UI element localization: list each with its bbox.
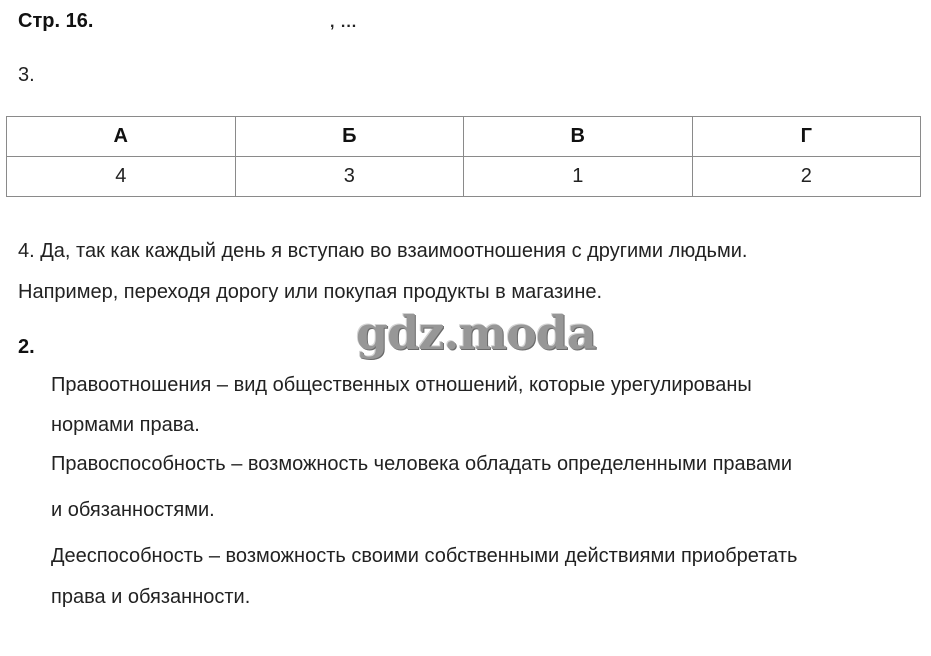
table-row	[7, 157, 921, 197]
definition-1-line-1: Правоотношения – вид общественных отношений, которые урегулированы	[51, 374, 752, 396]
definition-1-line-2: нормами права.	[51, 414, 200, 436]
table-cell: 2	[692, 157, 921, 197]
table-header-cell: Г	[692, 117, 921, 157]
table-cell: 3	[235, 157, 464, 197]
definition-2-line-2: и обязанностями.	[51, 499, 215, 521]
task-4-line-1: 4. Да, так как каждый день я вступаю во взаимоотношения с другими людьми.	[18, 240, 748, 262]
task-2-number: 2.	[18, 336, 35, 358]
table-header-cell: А	[7, 117, 236, 157]
table-cell: 4	[7, 157, 236, 197]
page-title: Стр. 16.	[18, 10, 94, 32]
table-header-row	[7, 117, 921, 157]
table-header-cell: Б	[235, 117, 464, 157]
header-marks: , ...	[330, 14, 358, 31]
definition-3-line-2: права и обязанности.	[51, 586, 251, 608]
definition-3-line-1: Дееспособность – возможность своими собственными действиями приобретать	[51, 545, 798, 567]
watermark-logo: gdz.moda	[356, 306, 596, 360]
answer-table	[6, 116, 921, 197]
definition-2-line-1: Правоспособность – возможность человека обладать определенными правами	[51, 453, 793, 475]
table-header-cell: В	[464, 117, 693, 157]
task-4-line-2: Например, переходя дорогу или покупая продукты в магазине.	[18, 281, 603, 303]
table-cell: 1	[464, 157, 693, 197]
task-3-number: 3.	[18, 64, 35, 86]
